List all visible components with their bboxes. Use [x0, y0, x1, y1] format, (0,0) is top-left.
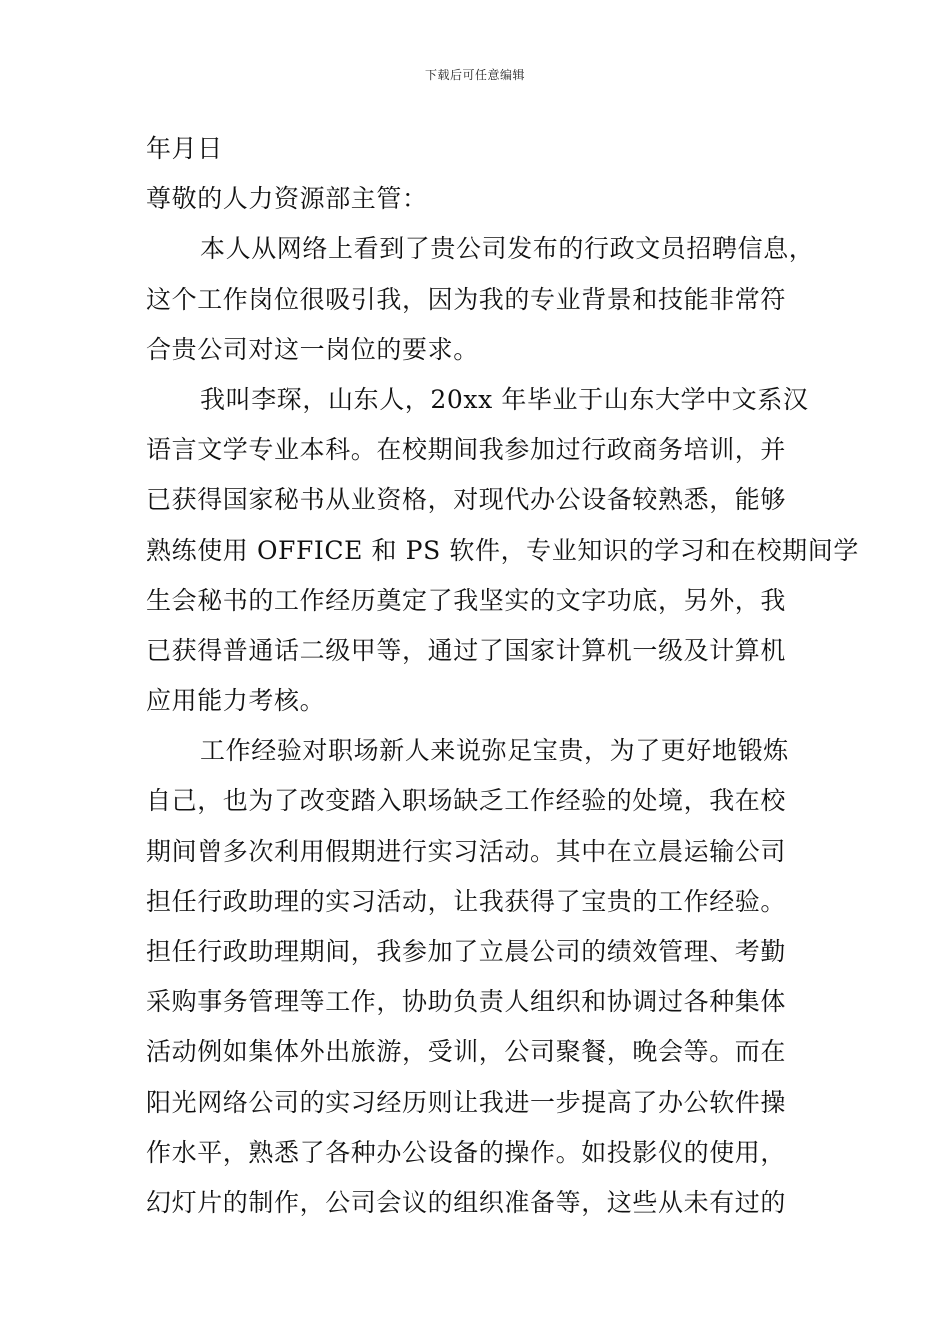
text-line: 阳光网络公司的实习经历则让我进一步提高了办公软件操 [146, 1087, 787, 1117]
text-line: 已获得普通话二级甲等，通过了国家计算机一级及计算机 [146, 635, 787, 665]
header-note: 下载后可任意编辑 [424, 68, 525, 82]
salutation: 尊敬的人力资源部主管： [146, 184, 428, 214]
text-line: 作水平，熟悉了各种办公设备的操作。如投影仪的使用， [146, 1137, 787, 1167]
text-line: 这个工作岗位很吸引我，因为我的专业背景和技能非常符 [146, 284, 787, 314]
text-line: 担任行政助理的实习活动，让我获得了宝贵的工作经验。 [146, 886, 787, 916]
text-line: 幻灯片的制作，公司会议的组织准备等，这些从未有过的 [146, 1187, 787, 1217]
text-line: 我叫李琛，山东人，20xx 年毕业于山东大学中文系汉 [200, 384, 809, 414]
text-line: 语言文学专业本科。在校期间我参加过行政商务培训，并 [146, 435, 787, 465]
text-line: 采购事务管理等工作，协助负责人组织和协调过各种集体 [146, 987, 787, 1017]
letter-body [146, 124, 859, 1228]
text-line: 已获得国家秘书从业资格，对现代办公设备较熟悉，能够 [146, 485, 787, 515]
text-line: 生会秘书的工作经历奠定了我坚实的文字功底，另外，我 [146, 585, 787, 615]
text-line: 自己，也为了改变踏入职场缺乏工作经验的处境，我在校 [146, 786, 787, 816]
text-line: 本人从网络上看到了贵公司发布的行政文员招聘信息， [200, 234, 815, 264]
text-line: 期间曾多次利用假期进行实习活动。其中在立晨运输公司 [146, 836, 787, 866]
text-line: 担任行政助理期间，我参加了立晨公司的绩效管理、考勤 [146, 937, 787, 966]
text-line: 熟练使用 OFFICE 和 PS 软件，专业知识的学习和在校期间学 [146, 535, 859, 565]
text-line: 工作经验对职场新人来说弥足宝贵，为了更好地锻炼 [200, 736, 789, 766]
text-line: 活动例如集体外出旅游，受训，公司聚餐，晚会等。而在 [146, 1037, 787, 1067]
text-line: 合贵公司对这一岗位的要求。 [146, 334, 479, 364]
text-line: 应用能力考核。 [146, 686, 326, 716]
letter-paragraphs [146, 224, 859, 1228]
date-line: 年月日 [146, 134, 223, 163]
